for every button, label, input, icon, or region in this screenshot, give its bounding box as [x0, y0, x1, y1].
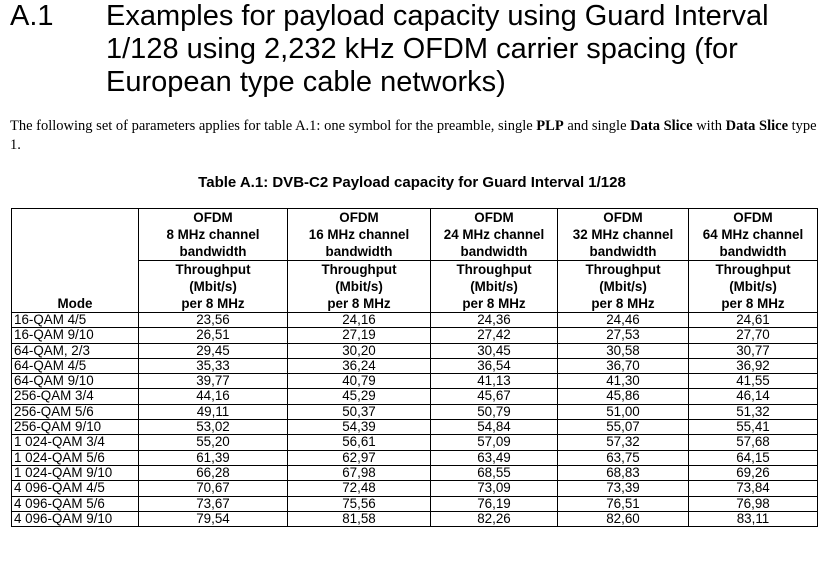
value-cell: 55,20 [139, 435, 288, 450]
intro-text-3: with [692, 118, 726, 134]
mode-cell: 4 096-QAM 4/5 [12, 481, 139, 496]
col-header-throughput [558, 261, 689, 313]
value-cell: 23,56 [139, 313, 288, 328]
value-cell: 50,37 [288, 404, 431, 419]
value-cell: 61,39 [139, 450, 288, 465]
table-row [12, 420, 818, 435]
value-cell: 36,24 [288, 358, 431, 373]
value-cell: 57,32 [558, 435, 689, 450]
value-cell: 36,70 [558, 358, 689, 373]
value-cell: 76,19 [431, 496, 558, 511]
header-channel: 64 MHz channel [702, 227, 804, 242]
value-cell: 81,58 [288, 511, 431, 526]
table-row [12, 404, 818, 419]
header-per: per 8 MHz [462, 296, 526, 311]
value-cell: 76,98 [689, 496, 818, 511]
header-ofdm: OFDM [339, 210, 379, 225]
mode-cell: 256-QAM 5/6 [12, 404, 139, 419]
header-ofdm: OFDM [193, 210, 233, 225]
header-throughput: Throughput [175, 262, 251, 277]
value-cell: 36,54 [431, 358, 558, 373]
value-cell: 57,68 [689, 435, 818, 450]
header-unit: (Mbit/s) [470, 279, 518, 294]
value-cell: 63,75 [558, 450, 689, 465]
value-cell: 39,77 [139, 374, 288, 389]
value-cell: 35,33 [139, 358, 288, 373]
value-cell: 27,42 [431, 328, 558, 343]
header-per: per 8 MHz [181, 296, 245, 311]
value-cell: 57,09 [431, 435, 558, 450]
value-cell: 30,20 [288, 343, 431, 358]
value-cell: 68,83 [558, 465, 689, 480]
header-unit: (Mbit/s) [599, 279, 647, 294]
header-bandwidth: bandwidth [460, 244, 528, 259]
value-cell: 51,32 [689, 404, 818, 419]
intro-data-slice: Data Slice [630, 118, 693, 134]
header-throughput: Throughput [321, 262, 397, 277]
value-cell: 45,86 [558, 389, 689, 404]
table-row [12, 343, 818, 358]
col-header-bandwidth [689, 209, 818, 261]
value-cell: 70,67 [139, 481, 288, 496]
mode-cell: 16-QAM 9/10 [12, 328, 139, 343]
header-channel: 8 MHz channel [166, 227, 260, 242]
header-throughput: Throughput [585, 262, 661, 277]
payload-capacity-table [11, 208, 818, 527]
intro-plp: PLP [536, 118, 564, 134]
value-cell: 67,98 [288, 465, 431, 480]
header-throughput: Throughput [715, 262, 791, 277]
col-header-throughput [139, 261, 288, 313]
mode-cell: 4 096-QAM 9/10 [12, 511, 139, 526]
header-per: per 8 MHz [721, 296, 785, 311]
value-cell: 69,26 [689, 465, 818, 480]
table-row [12, 496, 818, 511]
intro-paragraph [10, 117, 820, 155]
col-header-bandwidth [431, 209, 558, 261]
header-unit: (Mbit/s) [335, 279, 383, 294]
value-cell: 76,51 [558, 496, 689, 511]
header-ofdm: OFDM [474, 210, 514, 225]
section-number: A.1 [10, 0, 54, 32]
col-header-bandwidth [558, 209, 689, 261]
header-bandwidth: bandwidth [719, 244, 787, 259]
value-cell: 62,97 [288, 450, 431, 465]
value-cell: 45,29 [288, 389, 431, 404]
value-cell: 56,61 [288, 435, 431, 450]
value-cell: 82,26 [431, 511, 558, 526]
value-cell: 73,09 [431, 481, 558, 496]
value-cell: 68,55 [431, 465, 558, 480]
table-row [12, 328, 818, 343]
header-throughput: Throughput [456, 262, 532, 277]
value-cell: 41,30 [558, 374, 689, 389]
col-header-throughput [431, 261, 558, 313]
mode-cell: 64-QAM 4/5 [12, 358, 139, 373]
table-row [12, 511, 818, 526]
value-cell: 27,70 [689, 328, 818, 343]
mode-cell: 256-QAM 9/10 [12, 420, 139, 435]
table-row [12, 435, 818, 450]
header-bandwidth: bandwidth [325, 244, 393, 259]
value-cell: 24,16 [288, 313, 431, 328]
value-cell: 45,67 [431, 389, 558, 404]
value-cell: 75,56 [288, 496, 431, 511]
header-bandwidth: bandwidth [179, 244, 247, 259]
value-cell: 40,79 [288, 374, 431, 389]
intro-text-2: and single [563, 118, 631, 134]
value-cell: 46,14 [689, 389, 818, 404]
value-cell: 54,84 [431, 420, 558, 435]
value-cell: 50,79 [431, 404, 558, 419]
value-cell: 24,46 [558, 313, 689, 328]
value-cell: 63,49 [431, 450, 558, 465]
value-cell: 29,45 [139, 343, 288, 358]
col-header-throughput [288, 261, 431, 313]
mode-cell: 4 096-QAM 5/6 [12, 496, 139, 511]
intro-text-4: type 1. [10, 118, 817, 153]
value-cell: 27,53 [558, 328, 689, 343]
value-cell: 44,16 [139, 389, 288, 404]
value-cell: 24,61 [689, 313, 818, 328]
header-per: per 8 MHz [327, 296, 391, 311]
header-unit: (Mbit/s) [729, 279, 777, 294]
value-cell: 54,39 [288, 420, 431, 435]
mode-cell: 1 024-QAM 5/6 [12, 450, 139, 465]
value-cell: 73,39 [558, 481, 689, 496]
header-per: per 8 MHz [591, 296, 655, 311]
header-channel: 32 MHz channel [572, 227, 674, 242]
value-cell: 82,60 [558, 511, 689, 526]
value-cell: 24,36 [431, 313, 558, 328]
intro-data-slice-2: Data Slice [725, 118, 789, 134]
value-cell: 30,45 [431, 343, 558, 358]
table-row [12, 450, 818, 465]
value-cell: 83,11 [689, 511, 818, 526]
col-header-bandwidth [139, 209, 288, 261]
intro-text-1: The following set of parameters applies for table A.1: one symbol for the preamble, single [10, 118, 537, 134]
value-cell: 41,13 [431, 374, 558, 389]
header-ofdm: OFDM [603, 210, 643, 225]
header-row-bandwidth [12, 209, 818, 261]
table-row [12, 465, 818, 480]
mode-cell: 16-QAM 4/5 [12, 313, 139, 328]
table-row [12, 389, 818, 404]
value-cell: 30,58 [558, 343, 689, 358]
value-cell: 72,48 [288, 481, 431, 496]
header-unit: (Mbit/s) [189, 279, 237, 294]
header-channel: 24 MHz channel [443, 227, 545, 242]
table-caption: Table A.1: DVB-C2 Payload capacity for Guard Interval 1/128 [198, 174, 626, 191]
section-title: Examples for payload capacity using Guard Interval 1/128 using 2,232 kHz OFDM carrier spacing (for European type cable networks) [106, 0, 769, 98]
value-cell: 73,67 [139, 496, 288, 511]
value-cell: 64,15 [689, 450, 818, 465]
table-row [12, 313, 818, 328]
value-cell: 41,55 [689, 374, 818, 389]
value-cell: 30,77 [689, 343, 818, 358]
mode-header: Mode [12, 209, 139, 313]
table-row [12, 374, 818, 389]
col-header-bandwidth [288, 209, 431, 261]
table-row [12, 481, 818, 496]
value-cell: 73,84 [689, 481, 818, 496]
value-cell: 27,19 [288, 328, 431, 343]
value-cell: 49,11 [139, 404, 288, 419]
header-ofdm: OFDM [733, 210, 773, 225]
header-channel: 16 MHz channel [308, 227, 410, 242]
value-cell: 26,51 [139, 328, 288, 343]
header-bandwidth: bandwidth [589, 244, 657, 259]
col-header-throughput [689, 261, 818, 313]
mode-cell: 1 024-QAM 9/10 [12, 465, 139, 480]
value-cell: 55,41 [689, 420, 818, 435]
mode-cell: 1 024-QAM 3/4 [12, 435, 139, 450]
value-cell: 51,00 [558, 404, 689, 419]
value-cell: 55,07 [558, 420, 689, 435]
mode-cell: 64-QAM 9/10 [12, 374, 139, 389]
value-cell: 36,92 [689, 358, 818, 373]
value-cell: 66,28 [139, 465, 288, 480]
mode-cell: 64-QAM, 2/3 [12, 343, 139, 358]
mode-cell: 256-QAM 3/4 [12, 389, 139, 404]
value-cell: 53,02 [139, 420, 288, 435]
table-row [12, 358, 818, 373]
value-cell: 79,54 [139, 511, 288, 526]
